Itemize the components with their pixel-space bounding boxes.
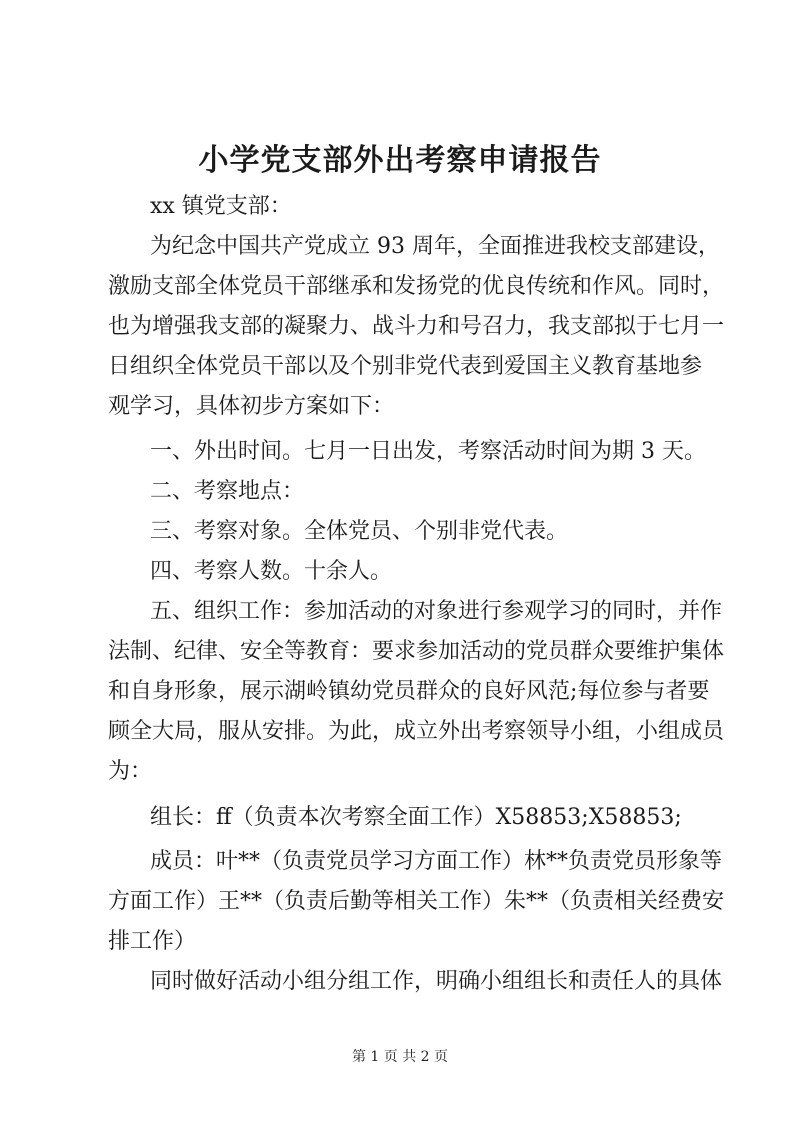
members-line: 成员：叶**（负责党员学习方面工作）林**负责党员形象等 xyxy=(150,849,723,874)
section-line: 四、考察人数。十余人。 xyxy=(150,559,393,584)
body-line: 日组织全体党员干部以及个别非党代表到爱国主义教育基地参 xyxy=(108,354,703,379)
body-line: 排工作） xyxy=(108,929,197,954)
section-line: 一、外出时间。七月一日出发，考察活动时间为期 3 天。 xyxy=(150,439,706,464)
body-line: 和自身形象，展示湖岭镇幼党员群众的良好风范;每位参与者要 xyxy=(108,679,710,704)
body-line: 为纪念中国共产党成立 93 周年，全面推进我校支部建设， xyxy=(150,234,720,259)
body-line: 方面工作）王**（负责后勤等相关工作）朱**（负责相关经费安 xyxy=(108,889,725,914)
body-line: 也为增强我支部的凝聚力、战斗力和号召力，我支部拟于七月一 xyxy=(108,314,725,339)
page-footer: 第 1 页 共 2 页 xyxy=(351,1049,449,1065)
body-line: 观学习，具体初步方案如下： xyxy=(108,394,395,419)
body-line: 法制、纪律、安全等教育：要求参加活动的党员群众要维护集体 xyxy=(108,639,725,664)
body-line: 同时做好活动小组分组工作，明确小组组长和责任人的具体 xyxy=(150,969,723,994)
document-title: 小学党支部外出考察申请报告 xyxy=(198,143,602,178)
body-line: 顾全大局，服从安排。为此，成立外出考察领导小组，小组成员 xyxy=(108,719,725,744)
body-line: 为： xyxy=(108,759,153,784)
section-line: 五、组织工作：参加活动的对象进行参观学习的同时，并作 xyxy=(150,599,723,624)
leader-line: 组长：ff（负责本次考察全面工作）X58853;X58853; xyxy=(150,805,682,830)
section-line: 三、考察对象。全体党员、个别非党代表。 xyxy=(150,519,569,544)
section-line: 二、考察地点： xyxy=(150,479,305,504)
body-line: 激励支部全体党员干部继承和发扬党的优良传统和作风。同时， xyxy=(108,274,725,299)
salutation-line: xx 镇党支部： xyxy=(150,194,292,219)
